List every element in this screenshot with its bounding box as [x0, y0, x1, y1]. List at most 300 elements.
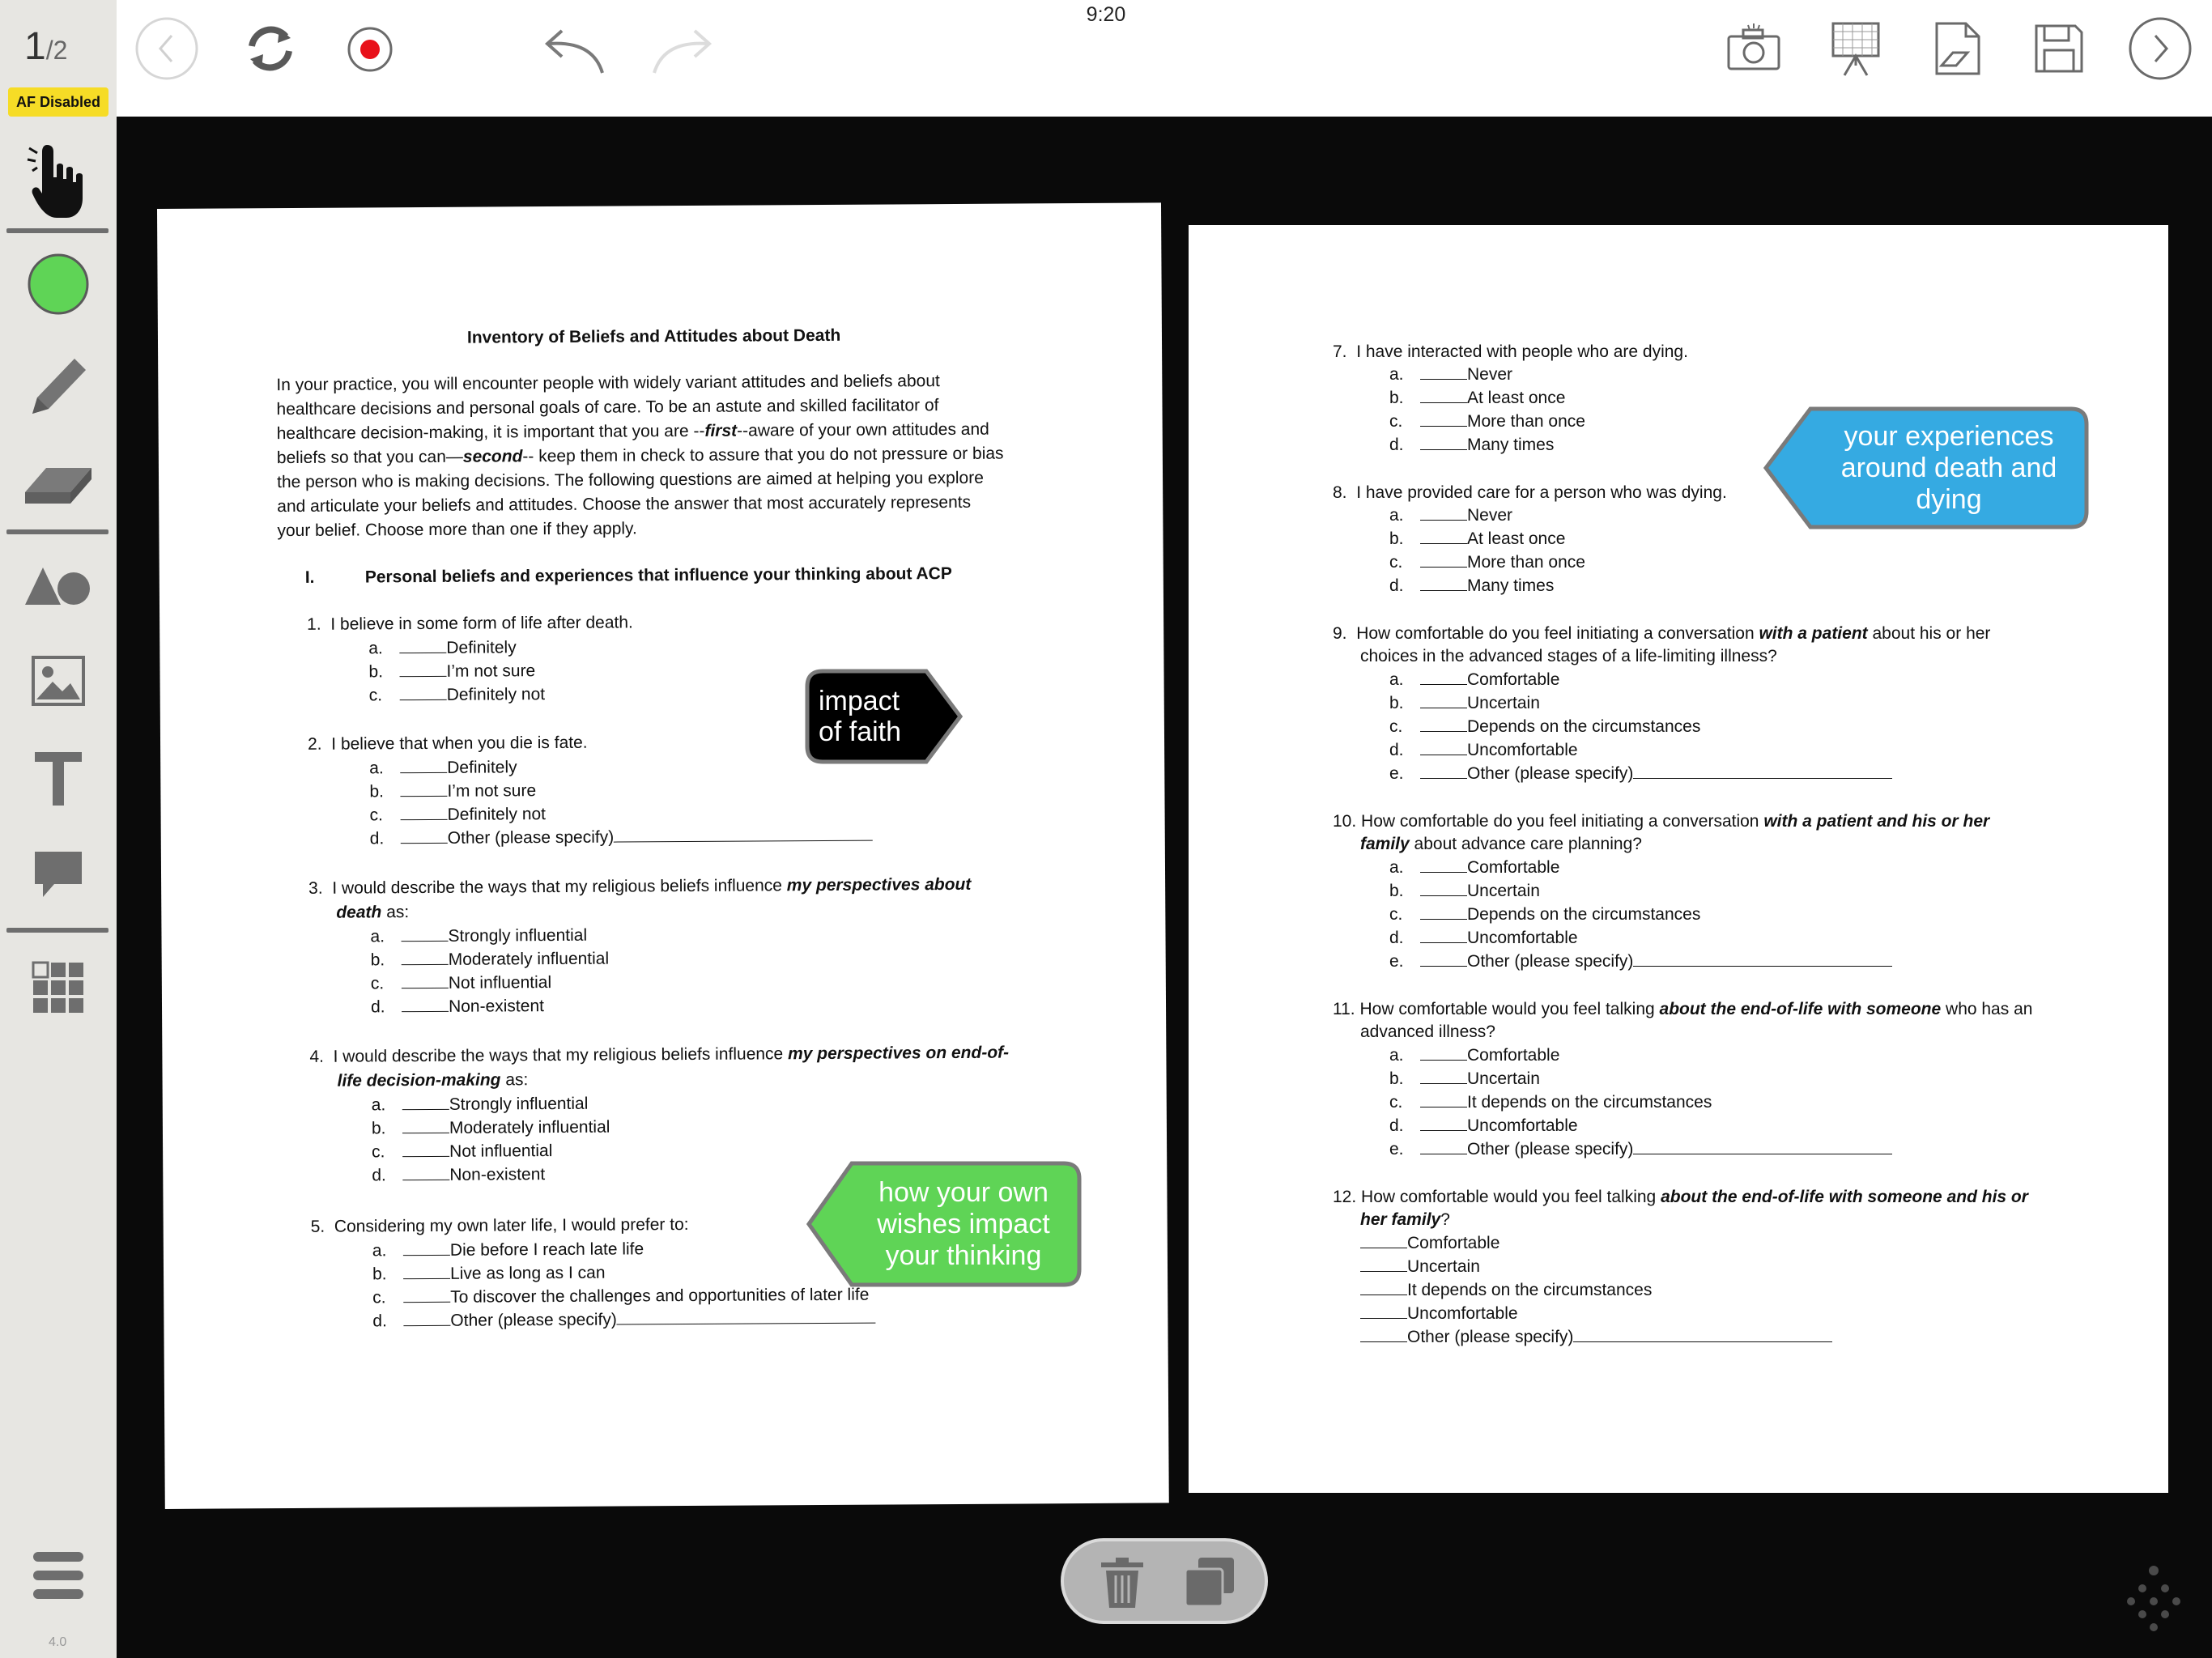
text-tool[interactable] — [0, 742, 117, 814]
callout-impact-of-faith[interactable] — [805, 669, 963, 764]
answer-blank[interactable] — [403, 1241, 450, 1256]
answer-blank[interactable] — [1420, 1046, 1467, 1061]
text-tool-icon — [32, 749, 85, 807]
page-eraser-button[interactable] — [1929, 19, 1985, 78]
question-text: as: — [500, 1070, 529, 1090]
option-label: Depends on the circumstances — [1467, 717, 1701, 736]
document-page-1[interactable] — [157, 202, 1169, 1509]
option-label: Live as long as I can — [449, 1263, 606, 1283]
option-label: Moderately influential — [449, 1117, 610, 1137]
intro-emphasis: first — [704, 421, 738, 440]
option-letter: a. — [372, 1241, 387, 1261]
question-number: 8. — [1333, 483, 1347, 502]
option-row — [1389, 1067, 1540, 1090]
duplicate-icon — [1184, 1556, 1236, 1608]
intro-paragraph — [276, 368, 1087, 543]
option-row — [369, 755, 517, 780]
option-label: Die before I reach late life — [449, 1239, 644, 1260]
option-label: More than once — [1467, 553, 1585, 572]
option-letter: d. — [1389, 436, 1404, 454]
record-icon — [346, 25, 394, 74]
answer-blank[interactable] — [402, 1142, 449, 1157]
camera-button[interactable] — [1725, 21, 1783, 74]
option-letter: a. — [1389, 365, 1404, 384]
callout-line: around death and — [1840, 452, 2057, 483]
intro-emphasis: second — [462, 447, 523, 466]
option-label: Other (please specify) — [1467, 764, 1634, 783]
duplicate-button[interactable] — [1184, 1556, 1236, 1608]
section-title: Personal beliefs and experiences that influence your thinking about ACP — [364, 564, 952, 587]
option-label: I’m not sure — [446, 661, 536, 681]
question-emphasis: family — [1360, 835, 1410, 853]
option-letter: b. — [1389, 694, 1404, 712]
question-3 — [308, 873, 971, 900]
question-text: ? — [1440, 1210, 1450, 1229]
status-time: 9:20 — [1086, 3, 1126, 26]
question-text: advanced illness? — [1360, 1022, 1495, 1041]
answer-blank[interactable] — [399, 662, 446, 677]
presentation-board-button[interactable] — [1827, 19, 1885, 78]
option-label: Other (please specify) — [447, 827, 615, 848]
callout-text — [1841, 421, 2057, 516]
option-label: Definitely — [446, 638, 517, 657]
toolbar-divider — [6, 928, 108, 933]
answer-blank[interactable] — [1420, 952, 1467, 967]
option-letter: a. — [1389, 858, 1404, 877]
callout-text — [877, 1177, 1050, 1272]
option-letter: c. — [368, 686, 383, 705]
save-button[interactable] — [2031, 21, 2087, 76]
option-row — [1360, 1231, 1499, 1255]
option-label: I’m not sure — [447, 781, 537, 801]
hand-pointer-icon — [26, 142, 91, 223]
answer-blank[interactable] — [402, 997, 449, 1012]
option-letter: b. — [1389, 389, 1404, 407]
specify-line[interactable] — [617, 1309, 876, 1325]
forward-button[interactable] — [2128, 16, 2193, 81]
question-text: I have interacted with people who are dying. — [1356, 342, 1688, 361]
answer-blank[interactable] — [1360, 1304, 1407, 1319]
option-letter: c. — [1389, 412, 1403, 431]
option-label: Uncomfortable — [1407, 1304, 1518, 1323]
comment-tool[interactable] — [0, 842, 117, 907]
intro-text: healthcare decision-making, it is important that you are -- — [276, 421, 705, 444]
option-label: Uncertain — [1467, 1069, 1540, 1088]
option-letter: d. — [369, 829, 385, 848]
answer-blank[interactable] — [1420, 436, 1467, 450]
option-row — [1360, 1325, 1832, 1349]
question-number: 5. — [310, 1217, 325, 1236]
back-button[interactable] — [134, 16, 199, 81]
answer-blank[interactable] — [1420, 529, 1467, 544]
specify-line[interactable] — [1573, 1328, 1832, 1342]
callout-line: your thinking — [885, 1239, 1042, 1271]
question-number: 3. — [308, 878, 323, 898]
image-tool[interactable] — [0, 644, 117, 717]
option-row — [371, 947, 610, 972]
option-row — [1389, 1137, 1892, 1161]
rotate-icon — [242, 20, 299, 77]
color-picker[interactable] — [0, 248, 117, 321]
option-label: Many times — [1467, 436, 1555, 454]
question-number: 7. — [1333, 342, 1347, 361]
option-label: Not influential — [449, 1141, 553, 1161]
eraser-tool[interactable] — [0, 444, 117, 517]
question-2 — [308, 731, 588, 756]
answer-blank[interactable] — [1420, 694, 1467, 708]
presentation-board-icon — [1828, 20, 1883, 77]
callout-line: how your own — [878, 1176, 1049, 1208]
option-letter: c. — [372, 1288, 386, 1307]
question-emphasis: my perspectives about — [786, 874, 972, 895]
option-label: Comfortable — [1467, 1046, 1560, 1065]
answer-blank[interactable] — [1420, 1069, 1467, 1084]
option-row — [1389, 1090, 1712, 1114]
option-row — [369, 779, 536, 803]
option-label: Definitely not — [447, 805, 547, 824]
option-letter: e. — [1389, 764, 1404, 783]
answer-blank[interactable] — [1420, 717, 1467, 732]
answer-blank[interactable] — [1420, 412, 1467, 427]
callout-experiences[interactable] — [1763, 406, 2089, 529]
option-label: Many times — [1467, 576, 1555, 595]
left-toolbar — [0, 0, 117, 1658]
answer-blank[interactable] — [1420, 670, 1467, 685]
option-label: Non-existent — [448, 997, 544, 1016]
specify-line[interactable] — [1633, 1140, 1892, 1154]
answer-blank[interactable] — [1360, 1234, 1407, 1248]
question-emphasis: life decision-making — [337, 1070, 501, 1090]
page-eraser-icon — [1930, 20, 1984, 77]
option-letter: b. — [1389, 529, 1404, 548]
trash-icon — [1098, 1556, 1146, 1609]
option-letter: a. — [1389, 506, 1404, 525]
question-text: I would describe the ways that my religious beliefs influence — [333, 1044, 789, 1066]
option-row — [370, 824, 874, 851]
question-text: as: — [381, 903, 410, 922]
option-row — [1389, 551, 1585, 574]
question-text: who has an — [1941, 1000, 2033, 1018]
callout-line: of faith — [818, 716, 902, 747]
save-disk-icon — [2033, 23, 2085, 74]
question-emphasis: death — [336, 903, 382, 922]
answer-blank[interactable] — [401, 806, 448, 820]
record-button[interactable] — [345, 24, 395, 74]
answer-blank[interactable] — [1360, 1257, 1407, 1272]
question-text: How comfortable do you feel initiating a conversation — [1361, 812, 1764, 831]
callout-wishes[interactable] — [806, 1161, 1082, 1287]
answer-blank[interactable] — [403, 1265, 450, 1279]
drag-dots-icon — [2113, 1559, 2194, 1640]
question-number: 1. — [307, 614, 321, 634]
option-row — [371, 994, 544, 1018]
option-letter: c. — [1389, 1093, 1403, 1112]
answer-blank[interactable] — [1420, 506, 1467, 521]
callout-text — [819, 686, 901, 747]
question-7 — [1333, 340, 1688, 363]
option-label: It depends on the circumstances — [1407, 1281, 1653, 1299]
option-letter: d. — [372, 1312, 387, 1331]
option-label: At least once — [1467, 529, 1566, 548]
top-toolbar — [0, 0, 2212, 117]
delete-button[interactable] — [1098, 1556, 1146, 1609]
question-emphasis: my perspectives on end-of- — [787, 1043, 1010, 1064]
option-letter: b. — [1389, 882, 1404, 900]
intro-line: healthcare decisions and personal goals of care. To be an astute and skilled facilitator of — [276, 396, 939, 419]
option-letter: d. — [1389, 741, 1404, 759]
question-text: How comfortable would you feel talking — [1359, 1000, 1660, 1018]
shapes-tool[interactable] — [0, 547, 117, 620]
option-label: Depends on the circumstances — [1467, 905, 1701, 924]
redo-button[interactable] — [648, 19, 713, 78]
option-label: Uncomfortable — [1467, 741, 1578, 759]
question-number: 9. — [1333, 624, 1347, 643]
page-current: 1 — [24, 25, 46, 68]
question-text: I have provided care for a person who was dying. — [1356, 483, 1727, 502]
specify-line[interactable] — [1633, 764, 1892, 779]
question-3-cont — [336, 900, 409, 925]
option-letter: c. — [1389, 717, 1403, 736]
answer-blank[interactable] — [1420, 929, 1467, 943]
option-label: Other (please specify) — [1407, 1328, 1574, 1346]
camera-icon — [1725, 22, 1782, 74]
question-number: 10. — [1333, 812, 1357, 831]
question-text: I believe in some form of life after death. — [330, 613, 633, 634]
option-letter: d. — [370, 997, 385, 1017]
page-total: /2 — [45, 36, 68, 65]
option-label: Moderately influential — [448, 949, 610, 969]
section-number: I. — [304, 568, 315, 587]
answer-blank[interactable] — [1420, 764, 1467, 779]
option-label: It depends on the circumstances — [1467, 1093, 1712, 1112]
question-8 — [1333, 481, 1727, 504]
pencil-icon — [26, 349, 91, 419]
answer-blank[interactable] — [1420, 1116, 1467, 1131]
intro-text: -- keep them in check to assure that you do not pressure or bias — [522, 444, 1004, 466]
question-number: 2. — [307, 734, 322, 754]
option-letter: b. — [370, 950, 385, 970]
option-label: Never — [1467, 365, 1513, 384]
intro-line: In your practice, you will encounter people with widely variant attitudes and beliefs about — [276, 372, 940, 395]
option-row — [1389, 738, 1578, 762]
answer-blank[interactable] — [1420, 882, 1467, 896]
question-emphasis: with a patient and his or her — [1763, 812, 1990, 831]
answer-blank[interactable] — [402, 1119, 449, 1133]
option-label: Definitely — [447, 758, 517, 777]
grid-tool[interactable] — [0, 947, 117, 1028]
document-title: Inventory of Beliefs and Attitudes about Death — [466, 325, 841, 347]
option-row — [372, 1116, 610, 1141]
option-label: Uncomfortable — [1467, 929, 1578, 947]
answer-blank[interactable] — [403, 1288, 450, 1303]
question-9 — [1333, 622, 1990, 645]
color-picker-icon — [26, 252, 91, 317]
option-letter: d. — [1389, 1116, 1404, 1135]
answer-blank[interactable] — [402, 1166, 449, 1180]
toolbar-divider — [6, 529, 108, 534]
comment-icon — [32, 848, 85, 900]
undo-icon — [544, 19, 609, 78]
option-letter: b. — [368, 662, 384, 682]
answer-blank[interactable] — [401, 829, 448, 844]
option-row — [372, 1139, 552, 1163]
option-letter: d. — [1389, 929, 1404, 947]
answer-blank[interactable] — [401, 927, 448, 942]
specify-line[interactable] — [1633, 952, 1892, 967]
option-letter: d. — [1389, 576, 1404, 595]
answer-blank[interactable] — [1420, 1093, 1467, 1107]
question-12-cont — [1360, 1208, 1450, 1231]
option-letter: a. — [1389, 670, 1404, 689]
answer-blank[interactable] — [1420, 576, 1467, 591]
option-letter: c. — [369, 806, 383, 825]
answer-blank[interactable] — [402, 1095, 449, 1110]
specify-line[interactable] — [614, 827, 873, 843]
option-letter: a. — [1389, 1046, 1404, 1065]
answer-blank[interactable] — [403, 1312, 450, 1326]
question-text: about his or her — [1867, 624, 1991, 643]
question-11 — [1333, 997, 2032, 1021]
option-row — [1389, 856, 1559, 879]
option-label: Non-existent — [449, 1165, 546, 1184]
question-4 — [309, 1041, 1009, 1069]
answer-blank[interactable] — [399, 639, 446, 653]
callout-line: dying — [1916, 483, 1982, 515]
option-label: Other (please specify) — [450, 1310, 617, 1330]
option-row — [1389, 386, 1565, 410]
option-label: Comfortable — [1467, 858, 1560, 877]
option-label: Not influential — [448, 973, 552, 993]
answer-blank[interactable] — [1420, 365, 1467, 380]
option-row — [1389, 433, 1554, 457]
option-row — [1389, 504, 1512, 527]
option-label: Other (please specify) — [1467, 1140, 1634, 1158]
pencil-tool[interactable] — [0, 343, 117, 424]
option-label: At least once — [1467, 389, 1566, 407]
option-label: Uncertain — [1467, 694, 1540, 712]
option-row — [371, 971, 551, 995]
selection-action-bar — [1061, 1538, 1268, 1624]
option-label: Uncomfortable — [1467, 1116, 1578, 1135]
question-emphasis: about the end-of-life with someone and his or — [1661, 1188, 2028, 1206]
option-letter: c. — [372, 1142, 385, 1162]
question-11-cont — [1360, 1020, 1495, 1044]
option-letter: a. — [370, 927, 385, 946]
question-12 — [1333, 1185, 2028, 1209]
option-letter: a. — [371, 1095, 386, 1115]
option-row — [372, 1283, 869, 1310]
answer-blank[interactable] — [402, 974, 449, 988]
option-row — [1389, 879, 1540, 903]
option-row — [372, 1092, 589, 1117]
answer-blank[interactable] — [400, 759, 447, 773]
answer-blank[interactable] — [400, 686, 447, 700]
answer-blank[interactable] — [1360, 1328, 1407, 1342]
option-label: More than once — [1467, 412, 1585, 431]
answer-blank[interactable] — [1420, 905, 1467, 920]
answer-blank[interactable] — [1360, 1281, 1407, 1295]
question-emphasis: her family — [1360, 1210, 1441, 1229]
option-row — [1389, 1044, 1559, 1067]
image-icon — [30, 653, 87, 709]
option-label: To discover the challenges and opportunities of later life — [450, 1285, 870, 1307]
undo-button[interactable] — [544, 19, 609, 78]
rotate-button[interactable] — [240, 18, 301, 79]
option-label: Uncertain — [1467, 882, 1540, 900]
option-letter: d. — [372, 1166, 386, 1185]
option-letter: a. — [369, 759, 384, 778]
intro-text: beliefs so that you can— — [276, 447, 463, 468]
answer-blank[interactable] — [1420, 1140, 1467, 1154]
option-row — [372, 1261, 606, 1286]
question-text: about advance care planning? — [1409, 835, 1642, 853]
question-10-cont — [1360, 832, 1642, 856]
af-status-badge[interactable]: AF Disabled — [8, 87, 108, 117]
option-row — [1360, 1302, 1518, 1325]
option-row — [1389, 363, 1512, 386]
option-row — [1360, 1278, 1652, 1302]
option-row — [1389, 1114, 1578, 1137]
option-row — [372, 1163, 545, 1187]
question-9-cont — [1360, 644, 1777, 668]
shapes-icon — [22, 559, 95, 608]
question-5 — [311, 1213, 689, 1239]
option-label: Comfortable — [1407, 1234, 1500, 1252]
callout-line: wishes impact — [877, 1208, 1050, 1239]
answer-blank[interactable] — [1420, 858, 1467, 873]
question-emphasis: about the end-of-life with someone — [1659, 1000, 1942, 1018]
option-row — [1389, 574, 1554, 597]
option-label: Strongly influential — [449, 1094, 589, 1114]
back-icon — [134, 16, 199, 81]
question-4-cont — [337, 1068, 528, 1092]
question-emphasis: with a patient — [1759, 624, 1868, 643]
app-version: 4.0 — [49, 1635, 67, 1649]
option-letter: b. — [1389, 1069, 1404, 1088]
option-letter: b. — [369, 782, 384, 801]
option-letter: c. — [1389, 553, 1403, 572]
callout-line: impact — [818, 686, 900, 716]
option-row — [1389, 668, 1559, 691]
answer-blank[interactable] — [400, 782, 447, 797]
question-text: I would describe the ways that my religious beliefs influence — [332, 876, 787, 898]
answer-blank[interactable] — [1420, 389, 1467, 403]
option-row — [369, 682, 546, 707]
question-number: 11. — [1333, 1000, 1355, 1018]
page-counter — [24, 24, 67, 69]
option-letter: e. — [1389, 952, 1404, 971]
option-label: Uncertain — [1407, 1257, 1480, 1276]
option-row — [1360, 1255, 1480, 1278]
option-letter: b. — [372, 1265, 387, 1284]
option-row — [372, 1237, 644, 1262]
hand-tool[interactable] — [0, 138, 117, 227]
option-row — [1389, 691, 1540, 715]
answer-blank[interactable] — [1420, 741, 1467, 755]
toolbar-divider — [6, 228, 108, 233]
answer-blank[interactable] — [402, 950, 449, 965]
question-10 — [1333, 810, 1989, 833]
option-letter: e. — [1389, 1140, 1404, 1158]
menu-button[interactable] — [0, 1543, 117, 1608]
option-row — [1389, 926, 1578, 950]
option-row — [369, 802, 546, 827]
forward-icon — [2128, 16, 2193, 81]
toolbar-drag-handle[interactable] — [2113, 1559, 2194, 1640]
intro-line: and articulate your beliefs and attitudes. Choose the answer that most accurately represents — [277, 492, 972, 517]
menu-icon — [32, 1550, 85, 1601]
answer-blank[interactable] — [1420, 553, 1467, 568]
